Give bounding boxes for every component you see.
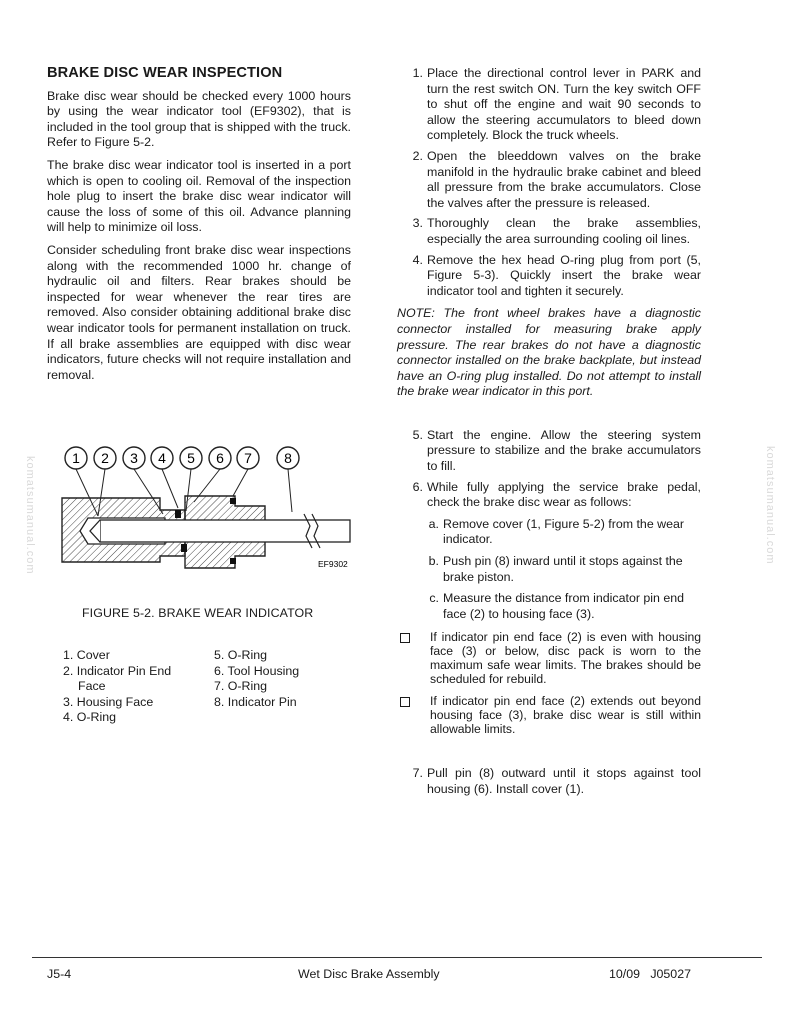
indicator-pin-body [100, 520, 350, 542]
legend-item: 8. Indicator Pin [214, 694, 297, 709]
section-title: BRAKE DISC WEAR INSPECTION [47, 65, 283, 81]
callout-4 [151, 447, 173, 469]
footer-rule [32, 957, 762, 958]
substep-c: c. Measure the distance from indicator pin end face (2) to housing face (3). [429, 591, 685, 621]
o-ring-5 [181, 544, 187, 552]
checkbox-icon [400, 633, 410, 643]
callout-1 [65, 447, 87, 469]
svg-text:1: 1 [72, 450, 80, 466]
step-3: 3. Thoroughly clean the brake assemblies, especially the area surrounding cooling oil lines. [412, 216, 701, 246]
legend-item: 1. Cover [63, 648, 110, 662]
step-4: 4. Remove the hex head O-ring plug from port (5, Figure 5-3). Quickly insert the brake wear indicator tool and tighten it securely. [412, 252, 701, 298]
legend-item: Face [78, 679, 106, 694]
callout-7 [237, 447, 259, 469]
substep-b: b. Push pin (8) inward until it stops against the brake piston. [428, 554, 683, 584]
watermark-right: komatsumanual.com [764, 446, 776, 565]
figure-caption: FIGURE 5-2. BRAKE WEAR INDICATOR [82, 606, 314, 620]
figure-code: EF9302 [318, 559, 348, 569]
svg-text:2: 2 [101, 450, 109, 466]
step-7: 7. Pull pin (8) outward until it stops against tool housing (6). Install cover (1). [412, 766, 701, 796]
svg-text:8: 8 [284, 450, 292, 466]
left-column [47, 66, 351, 390]
legend-column-a [63, 648, 213, 726]
check-item-ok: If indicator pin end face (2) extends out beyond housing face (3), brake disc wear is still within allowable limits. [377, 694, 701, 736]
o-ring-7b [230, 558, 236, 564]
svg-text:4: 4 [158, 450, 166, 466]
note-paragraph: NOTE: The front wheel brakes have a diagnostic connector installed for measuring brake apply pressure. The rear brakes do not have a diagnostic connector installed on the brake backplate, but instead have an O-ring plug installed. Do not attempt to install the brake wear indicator in this port. [397, 306, 701, 399]
svg-text:7: 7 [244, 450, 252, 466]
footer-date-code: 10/09 J05027 [609, 967, 691, 981]
callout-6 [209, 447, 231, 469]
tool-paragraph: The brake disc wear indicator tool is inserted in a port which is open to cooling oil. Removal of the inspection hole plug to insert the brake disc wear indicator will cause the loss of some of this oil. Advance planning will help to minimize oil loss. [47, 157, 351, 235]
svg-text:5: 5 [187, 450, 195, 466]
legend-item: 2. Indicator Pin End [63, 663, 172, 678]
callout-group [65, 447, 299, 469]
o-ring-4 [175, 510, 181, 518]
legend-item: 3. Housing Face [63, 694, 154, 709]
step-2: 2. Open the bleeddown valves on the brake manifold in the hydraulic brake cabinet and bleed all pressure from the brake accumulators. Close the valves after the pressure is released. [412, 148, 701, 210]
svg-text:6: 6 [216, 450, 224, 466]
legend-column-b [214, 648, 364, 710]
procedure-steps-a [397, 66, 701, 299]
legend-item: 6. Tool Housing [214, 663, 300, 678]
check-item-worn: If indicator pin end face (2) is even with housing face (3) or below, disc pack is worn to the maximum safe wear limits. The brakes should be scheduled for rebuild. [377, 630, 701, 686]
o-ring-7 [230, 498, 236, 504]
brake-wear-indicator-diagram [60, 444, 360, 584]
legend-item: 7. O-Ring [214, 679, 268, 694]
step-5: 5. Start the engine. Allow the steering system pressure to stabilize and the brake accumulators to fill. [412, 427, 701, 474]
footer-page-number: J5-4 [47, 967, 72, 981]
svg-text:3: 3 [130, 450, 138, 466]
watermark-left: komatsumanual.com [24, 456, 36, 575]
legend-item: 5. O-Ring [214, 648, 268, 662]
right-column [397, 66, 701, 803]
procedure-step-7 [397, 766, 701, 797]
footer-section-title: Wet Disc Brake Assembly [298, 967, 440, 981]
callout-8 [277, 447, 299, 469]
procedure-steps-b [397, 428, 701, 511]
callout-3 [123, 447, 145, 469]
step-6: 6. While fully applying the service brake pedal, check the brake disc wear as follows: [412, 479, 701, 510]
substep-a: a. Remove cover (1, Figure 5-2) from the wear indicator. [428, 516, 685, 547]
callout-2 [94, 447, 116, 469]
legend-item: 4. O-Ring [63, 710, 117, 725]
checkbox-icon [400, 697, 410, 707]
brake-wear-indicator-figure [60, 444, 360, 584]
intro-paragraph: Brake disc wear should be checked every 1000 hours by using the wear indicator tool (EF9302), that is included in the tool group that is shipped with the truck. Refer to Figure 5-2. [47, 88, 351, 150]
callout-5 [180, 447, 202, 469]
schedule-paragraph: Consider scheduling front brake disc wear inspections along with the recommended 1000 hr. change of hydraulic oil and filters. Rear brakes should be inspected for wear whenever the rear tires are removed. Also consider obtaining additional brake disc wear indicator tools for permanent installation on truck. If all brake assemblies are equipped with disc wear indicators, future checks will not require installation and removal. [47, 242, 351, 382]
step-1: 1. Place the directional control lever in PARK and turn the rest switch ON. Turn the key switch OFF to shut off the engine and wait 90 seconds to allow the steering accumulators to bleed down completely. Block the truck wheels. [412, 66, 701, 143]
